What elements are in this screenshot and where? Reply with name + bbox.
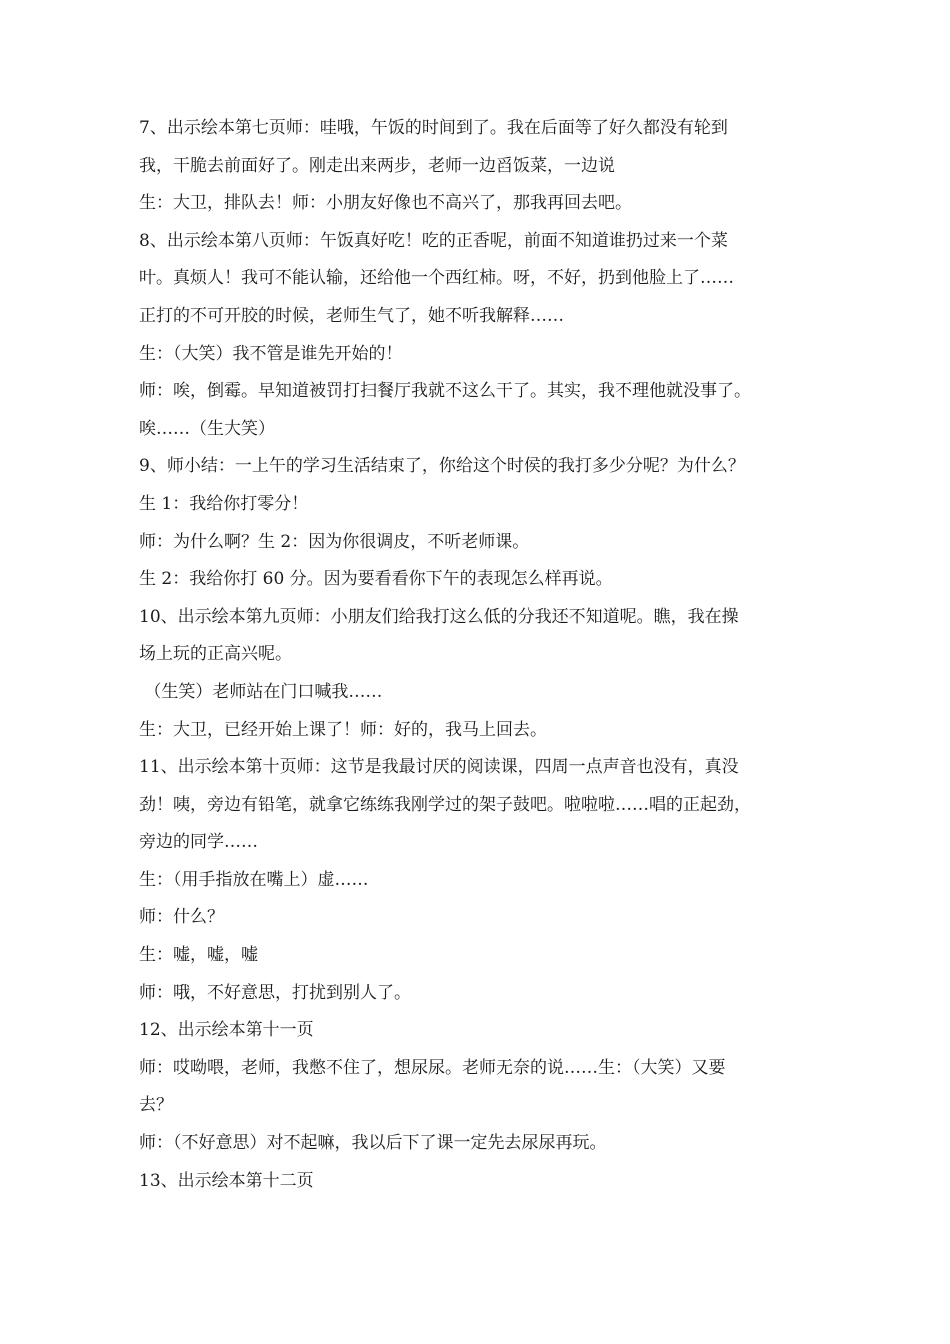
text-line: 正打的不可开胶的时候，老师生气了，她不听我解释…… bbox=[139, 305, 564, 326]
text-line: 8、出示绘本第八页师：午饭真好吃！吃的正香呢，前面不知道谁扔过来一个菜 bbox=[139, 230, 728, 251]
text-line: 师：唉，倒霉。早知道被罚打扫餐厅我就不这么干了。其实，我不理他就没事了。 bbox=[139, 381, 751, 402]
text-line: 我，干脆去前面好了。刚走出来两步，老师一边舀饭菜，一边说 bbox=[139, 155, 615, 176]
text-line: 场上玩的正高兴呢。 bbox=[139, 644, 292, 665]
text-line: 9、师小结：一上午的学习生活结束了，你给这个时侯的我打多少分呢？为什么？ bbox=[139, 456, 745, 477]
text-line: 生 2：我给你打 60 分。因为要看看你下午的表现怎么样再说。 bbox=[139, 569, 613, 590]
text-line: （生笑）老师站在门口喊我…… bbox=[139, 681, 383, 702]
text-line: 12、出示绘本第十一页 bbox=[139, 1020, 314, 1041]
text-line: 11、出示绘本第十页师：这节是我最讨厌的阅读课，四周一点声音也没有，真没 bbox=[139, 757, 739, 778]
text-line: 师：为什么啊？生 2：因为你很调皮，不听老师课。 bbox=[139, 531, 530, 552]
text-line: 7、出示绘本第七页师：哇哦，午饭的时间到了。我在后面等了好久都没有轮到 bbox=[139, 118, 728, 138]
text-line: 师：哎呦喂，老师，我憋不住了，想尿尿。老师无奈的说……生：（大笑）又要 bbox=[139, 1057, 726, 1078]
text-line: 劲！咦，旁边有铅笔，就拿它练练我刚学过的架子鼓吧。啦啦啦……唱的正起劲， bbox=[139, 794, 751, 815]
text-line: 师：哦，不好意思，打扰到别人了。 bbox=[139, 982, 411, 1003]
text-line: 师：（不好意思）对不起嘛，我以后下了课一定先去尿尿再玩。 bbox=[139, 1133, 607, 1154]
text-line: 去？ bbox=[139, 1095, 173, 1116]
body-text bbox=[139, 114, 839, 1204]
text-line: 生：嘘，嘘，嘘 bbox=[139, 945, 258, 966]
text-line: 13、出示绘本第十二页 bbox=[139, 1170, 314, 1191]
text-line: 生：大卫，已经开始上课了！师：好的，我马上回去。 bbox=[139, 719, 547, 740]
text-line: 唉……（生大笑） bbox=[139, 418, 275, 439]
text-line: 生：大卫，排队去！师：小朋友好像也不高兴了，那我再回去吧。 bbox=[139, 193, 632, 214]
text-line: 生：（大笑）我不管是谁先开始的！ bbox=[139, 343, 403, 364]
text-line: 旁边的同学…… bbox=[139, 832, 258, 853]
text-line: 师：什么？ bbox=[139, 907, 224, 928]
text-line: 生：（用手指放在嘴上）虚…… bbox=[139, 869, 369, 890]
text-line: 生 1：我给你打零分！ bbox=[139, 493, 309, 514]
text-line: 10、出示绘本第九页师：小朋友们给我打这么低的分我还不知道呢。瞧，我在操 bbox=[139, 606, 739, 627]
text-line: 叶。真烦人！我可不能认输，还给他一个西红柿。呀，不好，扔到他脸上了…… bbox=[139, 268, 734, 289]
